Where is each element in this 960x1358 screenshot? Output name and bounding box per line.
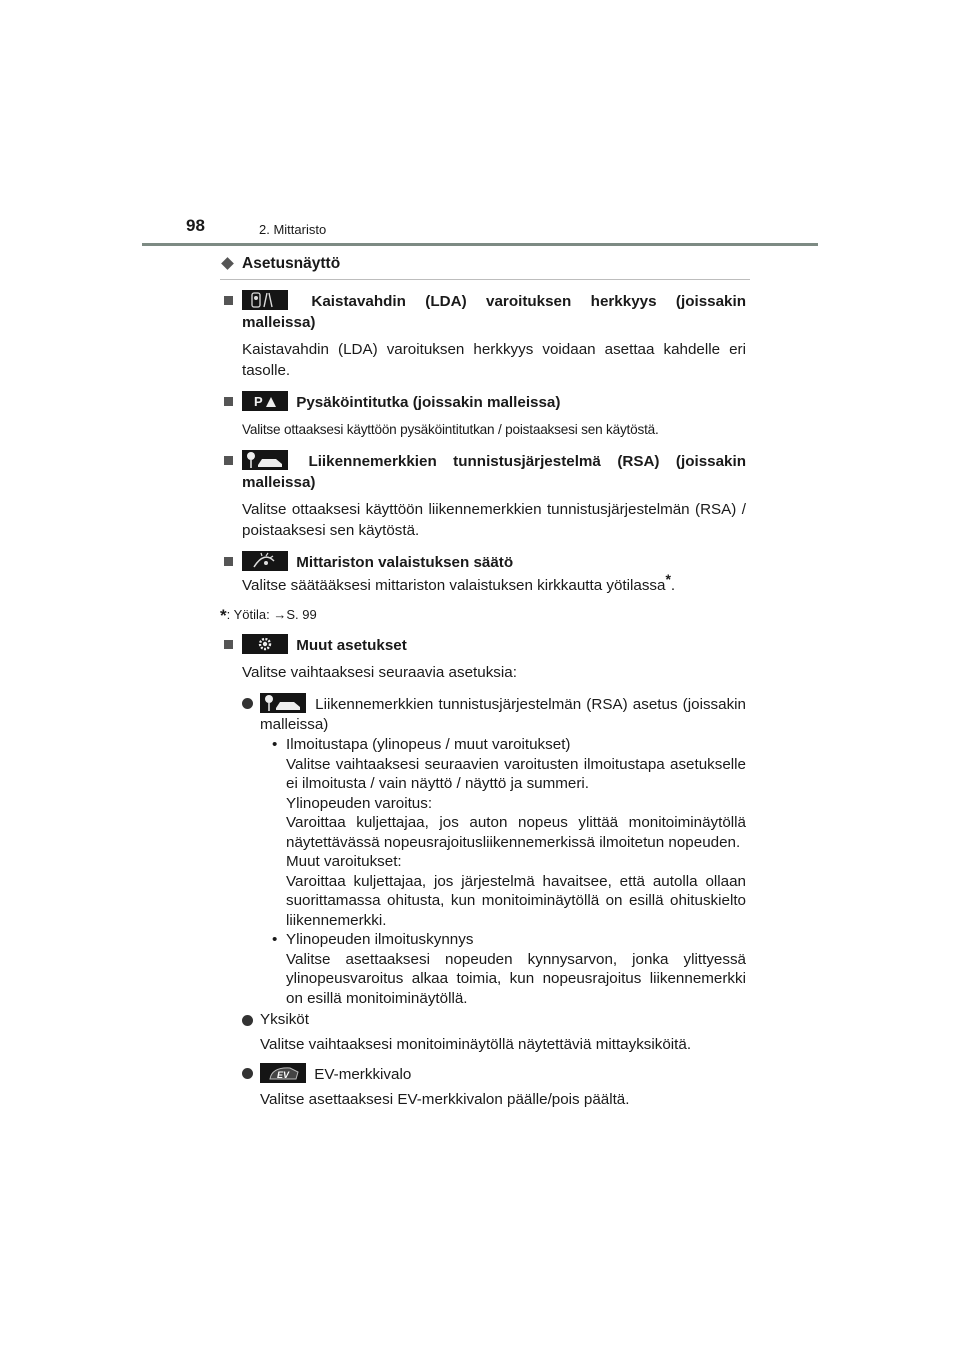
sub-units xyxy=(242,1010,746,1055)
item-rsa-title: Liikennemerkkien tunnistusjärjestelmä (RSA) (joissakin malleissa) xyxy=(242,450,746,493)
square-bullet-icon xyxy=(224,456,233,465)
item-parking-desc: Valitse ottaaksesi käyttöön pysäköintitutkan / poistaaksesi sen käytöstä. xyxy=(242,422,659,437)
road-sign-car-icon xyxy=(260,693,306,713)
square-bullet-icon xyxy=(224,640,233,649)
section-title: Asetusnäyttö xyxy=(242,255,341,272)
other-warnings-label: Muut varoitukset: xyxy=(286,853,402,870)
other-warnings-text: Varoittaa kuljettajaa, jos järjestelmä havaitsee, että autolla ollaan suorittamassa ohitusta, kun monitoiminäytöllä on esillä ohituskielto liikennemerkki. xyxy=(286,872,746,929)
circle-bullet-icon xyxy=(242,698,253,709)
sub-rsa-title: Liikennemerkkien tunnistusjärjestelmän (RSA) asetus (joissakin malleissa) xyxy=(260,693,746,735)
item-illumination-title: Mittariston valaistuksen säätö xyxy=(242,551,746,573)
threshold-text: Valitse asettaaksesi nopeuden kynnysarvon, jonka ylittyessä ylinopeusvaroitus alkaa toimia, kun nopeusrajoitus liikennemerkki on esillä monitoiminäytöllä. xyxy=(286,950,746,1007)
square-bullet-icon xyxy=(224,296,233,305)
item-illumination-desc: Valitse säätääksesi mittariston valaistuksen kirkkautta yötilassa*. xyxy=(242,570,676,594)
overspeed-label: Ylinopeuden varoitus: xyxy=(286,794,433,812)
sub-rsa-setting xyxy=(242,693,746,1008)
item-parking-title: P Pysäköintitutka (joissakin malleissa) xyxy=(242,391,746,413)
chapter-title: 2. Mittaristo xyxy=(259,222,327,237)
page-content xyxy=(220,253,746,1110)
threshold-label: • Ylinopeuden ilmoituskynnys xyxy=(286,931,474,948)
units-desc: Valitse vaihtaaksesi monitoiminäytöllä näytettäviä mittayksiköitä. xyxy=(260,1036,692,1053)
diamond-bullet-icon xyxy=(221,257,234,270)
gear-icon xyxy=(242,634,288,654)
item-lda-desc: Kaistavahdin (LDA) varoituksen herkkyys voidaan asettaa kahdelle eri tasolle. xyxy=(242,341,746,379)
ev-indicator-icon xyxy=(260,1063,306,1083)
item-lda xyxy=(220,290,746,381)
notify-label: • Ilmoitustapa (ylinopeus / muut varoitukset) xyxy=(286,736,571,753)
page-number: 98 xyxy=(186,216,205,235)
lane-departure-icon xyxy=(242,290,288,310)
footnote: *: Yötila: →S. 99 xyxy=(220,606,317,625)
sub-ev xyxy=(242,1063,746,1110)
section-heading xyxy=(220,253,750,280)
overspeed-text: Varoittaa kuljettajaa, jos auton nopeus ylittää monitoiminäytöllä näytettävässä nopeusrajoitusliikennemerkissä ilmoitetun nopeuden. xyxy=(286,814,746,851)
svg-text:EV: EV xyxy=(277,1070,290,1080)
circle-bullet-icon xyxy=(242,1068,253,1079)
item-parking xyxy=(220,391,746,440)
dashboard-light-icon xyxy=(242,551,288,571)
bullet-notify xyxy=(268,735,746,930)
road-sign-car-icon xyxy=(242,450,288,470)
square-bullet-icon xyxy=(224,397,233,406)
notify-text: Valitse vaihtaaksesi seuraavien varoitusten ilmoitustapa asetukselle ei ilmoitusta / vain näyttö / näyttö ja summeri. xyxy=(286,755,746,792)
ev-title: EV EV-merkkivalo xyxy=(260,1063,746,1085)
item-rsa-desc: Valitse ottaaksesi käyttöön liikennemerkkien tunnistusjärjestelmän (RSA) / poistaaksesi sen käytöstä. xyxy=(242,501,746,539)
square-bullet-icon xyxy=(224,557,233,566)
parking-sensor-icon xyxy=(242,391,288,411)
bullet-threshold xyxy=(268,930,746,1008)
item-illumination xyxy=(220,551,746,596)
item-lda-title: Kaistavahdin (LDA) varoituksen herkkyys (joissakin malleissa) xyxy=(242,290,746,333)
item-rsa xyxy=(220,450,746,541)
circle-bullet-icon xyxy=(242,1015,253,1026)
item-other-desc: Valitse vaihtaaksesi seuraavia asetuksia: xyxy=(242,664,517,681)
header-rule xyxy=(142,243,818,246)
ev-desc: Valitse asettaaksesi EV-merkkivalon päälle/pois päältä. xyxy=(260,1091,630,1108)
item-other-settings xyxy=(220,634,746,1110)
item-other-title: Muut asetukset xyxy=(242,634,746,656)
units-title: Yksiköt xyxy=(260,1011,309,1028)
svg-text:P: P xyxy=(254,394,263,409)
